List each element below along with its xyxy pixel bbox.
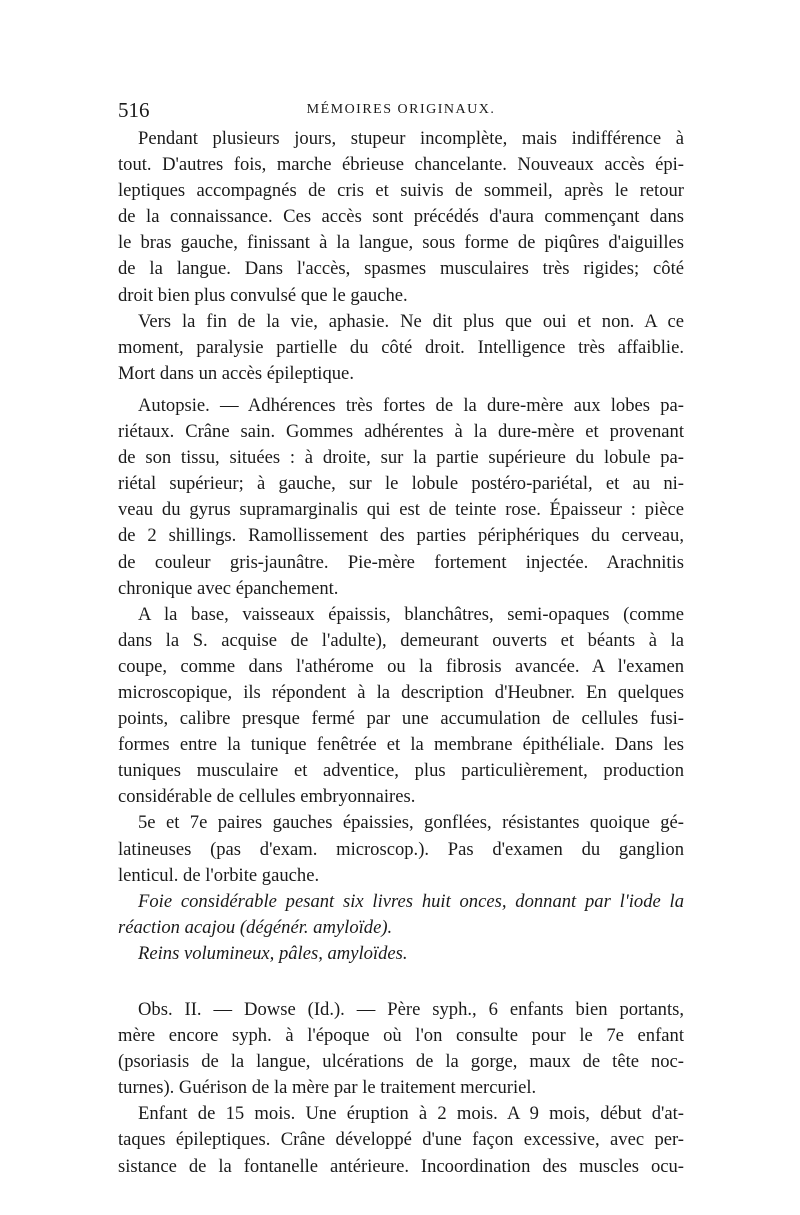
- text-line: mère encore syph. à l'époque où l'on consulte pour le 7e enfant: [118, 1025, 684, 1047]
- text-line: Pendant plusieurs jours, stupeur incomplète, mais indifférence à: [138, 128, 684, 149]
- text-line: veau du gyrus supramarginalis qui est de teinte rose. Épaisseur : pièce: [118, 499, 684, 521]
- text-line: tout. D'autres fois, marche ébrieuse chancelante. Nouveaux accès épi-: [118, 154, 684, 176]
- text-line: coupe, comme dans l'athérome ou la fibrosis avancée. A l'examen: [118, 655, 684, 677]
- text-line: droit bien plus convulsé que le gauche.: [118, 284, 408, 306]
- text-line: taques épileptiques. Crâne développé d'une façon excessive, avec per-: [118, 1129, 684, 1151]
- text-line: turnes). Guérison de la mère par le traitement mercuriel.: [118, 1077, 537, 1099]
- text-line: Obs. II. — Dowse (Id.). — Père syph., 6 enfants bien portants,: [138, 999, 684, 1020]
- text-line: de la langue. Dans l'accès, spasmes musculaires très rigides; côté: [118, 258, 684, 280]
- text-line: 5e et 7e paires gauches épaissies, gonflées, résistantes quoique gé-: [138, 812, 684, 834]
- text-line: dans la S. acquise de l'adulte), demeurant ouverts et béants à la: [118, 629, 684, 651]
- text-line: formes entre la tunique fenêtrée et la membrane épithéliale. Dans les: [118, 734, 684, 756]
- text-line: tuniques musculaire et adventice, plus particulièrement, production: [118, 760, 684, 782]
- text-line: moment, paralysie partielle du côté droit. Intelligence très affaiblie.: [118, 336, 684, 358]
- text-line: riétal supérieur; à gauche, sur le lobule postéro-pariétal, et au ni-: [118, 473, 684, 495]
- body-text: [118, 126, 684, 1180]
- running-head: MÉMOIRES ORIGINAUX.: [306, 102, 496, 117]
- text-line: Reins volumineux, pâles, amyloïdes.: [138, 942, 408, 964]
- text-line: (psoriasis de la langue, ulcérations de la gorge, maux de tête noc-: [118, 1051, 684, 1073]
- text-line: le bras gauche, finissant à la langue, sous forme de piqûres d'aiguilles: [118, 232, 684, 254]
- text-line: Foie considérable pesant six livres huit onces, donnant par l'iode la: [138, 890, 684, 912]
- text-line: sistance de la fontanelle antérieure. Incoordination des muscles ocu-: [118, 1155, 684, 1177]
- text-line: microscopique, ils répondent à la description d'Heubner. En quelques: [118, 681, 684, 703]
- text-line: latineuses (pas d'exam. microscop.). Pas d'examen du ganglion: [118, 838, 684, 860]
- text-line: de couleur gris-jaunâtre. Pie-mère fortement injectée. Arachnitis: [118, 551, 684, 573]
- text-line: Enfant de 15 mois. Une éruption à 2 mois. A 9 mois, début d'at-: [138, 1103, 684, 1125]
- text-line: lenticul. de l'orbite gauche.: [118, 864, 320, 886]
- text-line: de son tissu, situées : à droite, sur la partie supérieure du lobule pa-: [118, 447, 684, 469]
- page-number: 516: [118, 98, 150, 122]
- text-line: leptiques accompagnés de cris et suivis de sommeil, après le retour: [118, 180, 684, 202]
- text-line: Vers la fin de la vie, aphasie. Ne dit plus que oui et non. A ce: [138, 310, 684, 332]
- page-header: [118, 98, 684, 122]
- text-line: A la base, vaisseaux épaissis, blanchâtres, semi-opaques (comme: [138, 603, 684, 625]
- text-line: réaction acajou (dégénér. amyloïde).: [118, 916, 393, 938]
- text-line: points, calibre presque fermé par une accumulation de cellules fusi-: [118, 708, 684, 730]
- text-line: riétaux. Crâne sain. Gommes adhérentes à la dure-mère et provenant: [118, 421, 684, 443]
- text-line: chronique avec épanchement.: [118, 577, 339, 599]
- text-line: de 2 shillings. Ramollissement des parties périphériques du cerveau,: [118, 525, 684, 547]
- text-line: Autopsie. — Adhérences très fortes de la dure-mère aux lobes pa-: [138, 394, 684, 416]
- text-line: Mort dans un accès épileptique.: [118, 362, 354, 384]
- text-line: considérable de cellules embryonnaires.: [118, 786, 416, 808]
- text-line: de la connaissance. Ces accès sont précédés d'aura commençant dans: [118, 206, 684, 228]
